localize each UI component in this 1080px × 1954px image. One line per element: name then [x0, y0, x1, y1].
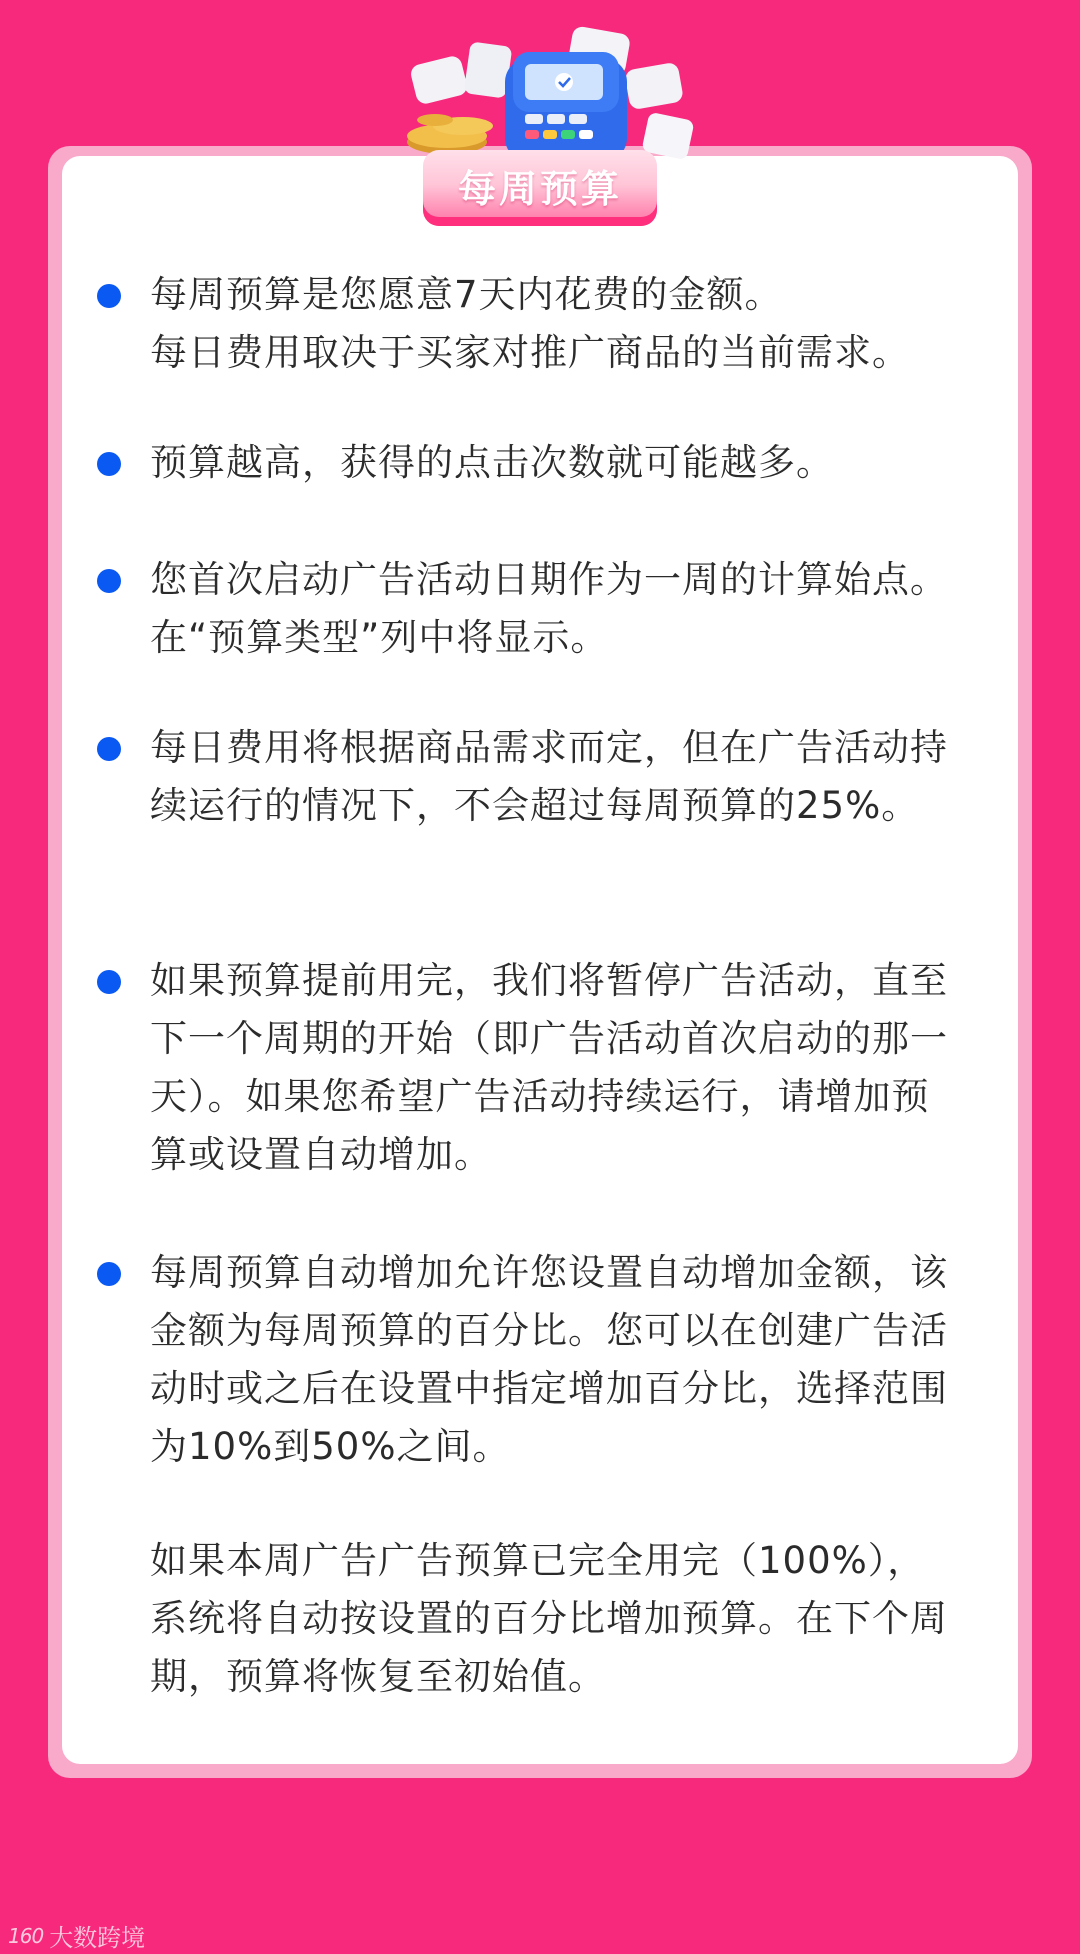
- bullet-dot-icon: [97, 1262, 121, 1286]
- bullet-dot-icon: [97, 452, 121, 476]
- bullet-dot-icon: [97, 737, 121, 761]
- paragraph-week-start: 您首次启动广告活动日期作为一周的计算始点。在“预算类型”列中将显示。: [150, 558, 948, 659]
- paragraph-full-usage: 如果本周广告广告预算已完全用完（100%），系统将自动按设置的百分比增加预算。在下个周期，预算将恢复至初始值。: [150, 1539, 948, 1698]
- title-badge: [423, 150, 657, 226]
- paragraph-higher-budget: 预算越高，获得的点击次数就可能越多。: [150, 441, 834, 484]
- watermark-logo-icon: 160: [8, 1923, 44, 1948]
- paragraph-auto-increase: 每周预算自动增加允许您设置自动增加金额，该金额为每周预算的百分比。您可以在创建广告活动时或之后在设置中指定增加百分比，选择范围为10%到50%之间。: [150, 1251, 948, 1468]
- bullet-dot-icon: [97, 970, 121, 994]
- paragraph-budget-runout: 如果预算提前用完，我们将暂停广告活动，直至下一个周期的开始（即广告活动首次启动的那一天）。如果您希望广告活动持续运行，请增加预算或设置自动增加。: [150, 959, 948, 1176]
- watermark: [8, 1918, 145, 1953]
- page-title: 每周预算: [457, 166, 622, 211]
- bullet-dot-icon: [97, 569, 121, 593]
- payment-terminal-icon: [405, 24, 760, 164]
- bullet-dot-icon: [97, 284, 121, 308]
- paragraph-daily-cost: 每日费用将根据商品需求而定，但在广告活动持续运行的情况下，不会超过每周预算的25%。: [150, 726, 948, 827]
- paragraph-weekly-budget: 每周预算是您愿意7天内花费的金额。 每日费用取决于买家对推广商品的当前需求。: [150, 273, 910, 374]
- watermark-text: 大数跨境: [49, 1924, 146, 1952]
